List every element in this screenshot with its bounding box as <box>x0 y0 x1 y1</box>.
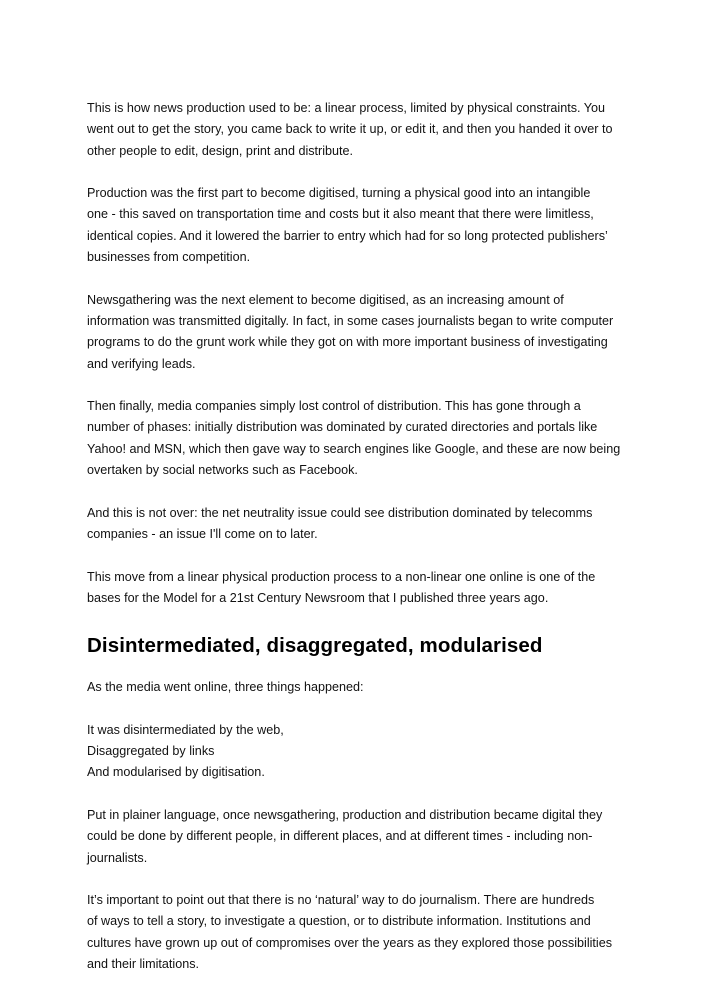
paragraph-line: programs to do the grunt work while they got on with more important business of investigating <box>87 335 608 350</box>
paragraph-line: one - this saved on transportation time and costs but it also meant that there were limitless, <box>87 207 594 222</box>
paragraph-line: And modularised by digitisation. <box>87 765 265 780</box>
paragraph-line: journalists. <box>87 850 148 865</box>
paragraph-line: This move from a linear physical production process to a non-linear one online is one of the <box>87 569 596 584</box>
paragraph-line: Newsgathering was the next element to become digitised, as an increasing amount of <box>87 292 564 307</box>
paragraph-line: went out to get the story, you came back to write it up, or edit it, and then you handed it over to <box>87 122 613 137</box>
section-heading: Disintermediated, disaggregated, modularised <box>87 634 543 658</box>
paragraph-line: bases for the Model for a 21st Century Newsroom that I published three years ago. <box>87 590 549 605</box>
paragraph-line: It was disintermediated by the web, <box>87 722 284 737</box>
paragraph-line: identical copies. And it lowered the barrier to entry which had for so long protected publishers’ <box>87 228 608 243</box>
paragraph-line: Production was the first part to become digitised, turning a physical good into an intangible <box>87 186 591 201</box>
paragraph <box>87 720 657 784</box>
paragraph-line: companies - an issue I'll come on to later. <box>87 526 318 541</box>
paragraph-line: could be done by different people, in different places, and at different times - including non- <box>87 829 593 844</box>
paragraph <box>87 890 657 975</box>
paragraph-line: Disaggregated by links <box>87 744 215 759</box>
paragraph-line: Then finally, media companies simply lost control of distribution. This has gone through a <box>87 399 581 414</box>
paragraph-line: overtaken by social networks such as Facebook. <box>87 463 358 478</box>
paragraph-line: Yahoo! and MSN, which then gave way to search engines like Google, and these are now being <box>87 441 621 456</box>
paragraph-line: Put in plainer language, once newsgathering, production and distribution became digital they <box>87 807 603 822</box>
paragraph-line: And this is not over: the net neutrality issue could see distribution dominated by telecomms <box>87 505 593 520</box>
paragraph-line: businesses from competition. <box>87 250 251 265</box>
paragraph <box>87 290 657 375</box>
paragraph <box>87 805 657 869</box>
paragraph <box>87 98 657 162</box>
body-section <box>87 677 657 975</box>
paragraph-line: cultures have grown up out of compromises over the years as they explored those possibilities <box>87 935 613 950</box>
paragraph-line: It’s important to point out that there is no ‘natural’ way to do journalism. There are hundreds <box>87 893 595 908</box>
paragraph-line: other people to edit, design, print and distribute. <box>87 143 354 158</box>
paragraph-line: number of phases: initially distribution was dominated by curated directories and portals like <box>87 420 598 435</box>
paragraph <box>87 503 657 546</box>
paragraph <box>87 677 657 698</box>
document-page <box>87 98 657 997</box>
paragraph <box>87 183 657 268</box>
paragraph-line: and their limitations. <box>87 956 199 971</box>
paragraph <box>87 567 657 610</box>
paragraph <box>87 396 657 481</box>
intro-section <box>87 98 657 609</box>
paragraph-line: and verifying leads. <box>87 356 196 371</box>
paragraph-line: information was transmitted digitally. In fact, in some cases journalists began to write computer <box>87 313 614 328</box>
paragraph-line: As the media went online, three things happened: <box>87 680 364 695</box>
paragraph-line: This is how news production used to be: a linear process, limited by physical constraints. You <box>87 101 606 115</box>
paragraph-line: of ways to tell a story, to investigate a question, or to distribute information. Institutions and <box>87 914 591 929</box>
